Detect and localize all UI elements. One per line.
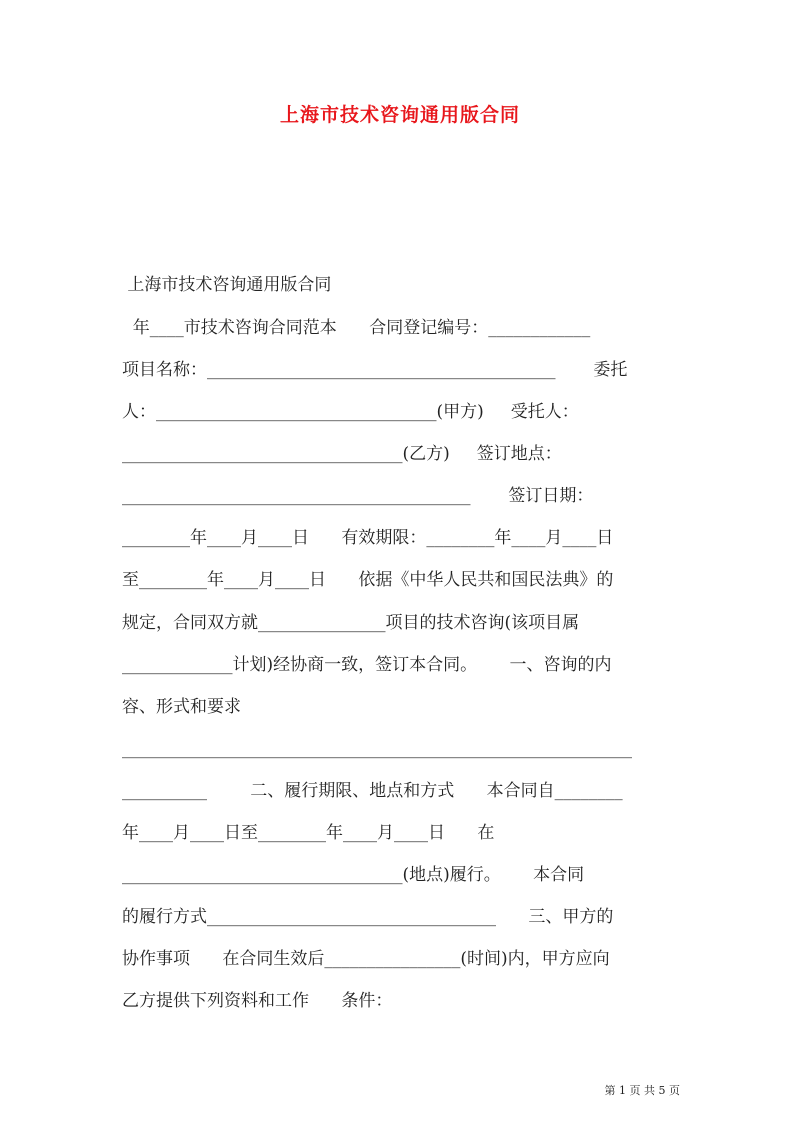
body-line: 的履行方式__________________________________ 三、甲方的 — [122, 907, 614, 927]
body-line: 协作事项 在合同生效后________________(时间)内，甲方应向 — [122, 949, 610, 969]
body-line: 至________年____月____日 依据《中华人民共和国民法典》的 — [122, 570, 614, 590]
page-number: 第 1 页 共 5 页 — [604, 1084, 680, 1097]
body-line: 规定，合同双方就_______________项目的技术咨询(该项目属 — [122, 613, 580, 633]
body-line: _____________计划)经协商一致，签订本合同。 一、咨询的内 — [122, 655, 612, 675]
document-title: 上海市技术咨询通用版合同 — [279, 104, 520, 126]
body-line: 容、形式和要求 — [122, 697, 241, 717]
body-line: _________________________________(乙方) 签订地点： — [122, 444, 562, 464]
body-line: 年____月____日至________年____月____日 在 — [122, 823, 495, 843]
body-line: 上海市技术咨询通用版合同 — [122, 275, 332, 295]
body-line: 乙方提供下列资料和工作 条件： — [122, 991, 393, 1011]
body-line: 年____市技术咨询合同范本 合同登记编号：____________ — [122, 318, 591, 338]
body-line: _________________________________(地点)履行。 本合同 — [122, 865, 585, 885]
body-line: ____________________________________________________________ — [122, 739, 632, 759]
body-line: __________ 二、履行期限、地点和方式 本合同自________ — [122, 781, 623, 801]
body-line: ________年____月____日 有效期限：________年____月____日 — [122, 528, 614, 548]
body-line: 人：_________________________________(甲方) 受托人： — [122, 402, 579, 422]
body-line: _________________________________________ 签订日期： — [122, 486, 594, 506]
body-line: 项目名称：_________________________________________ 委托 — [122, 360, 628, 380]
